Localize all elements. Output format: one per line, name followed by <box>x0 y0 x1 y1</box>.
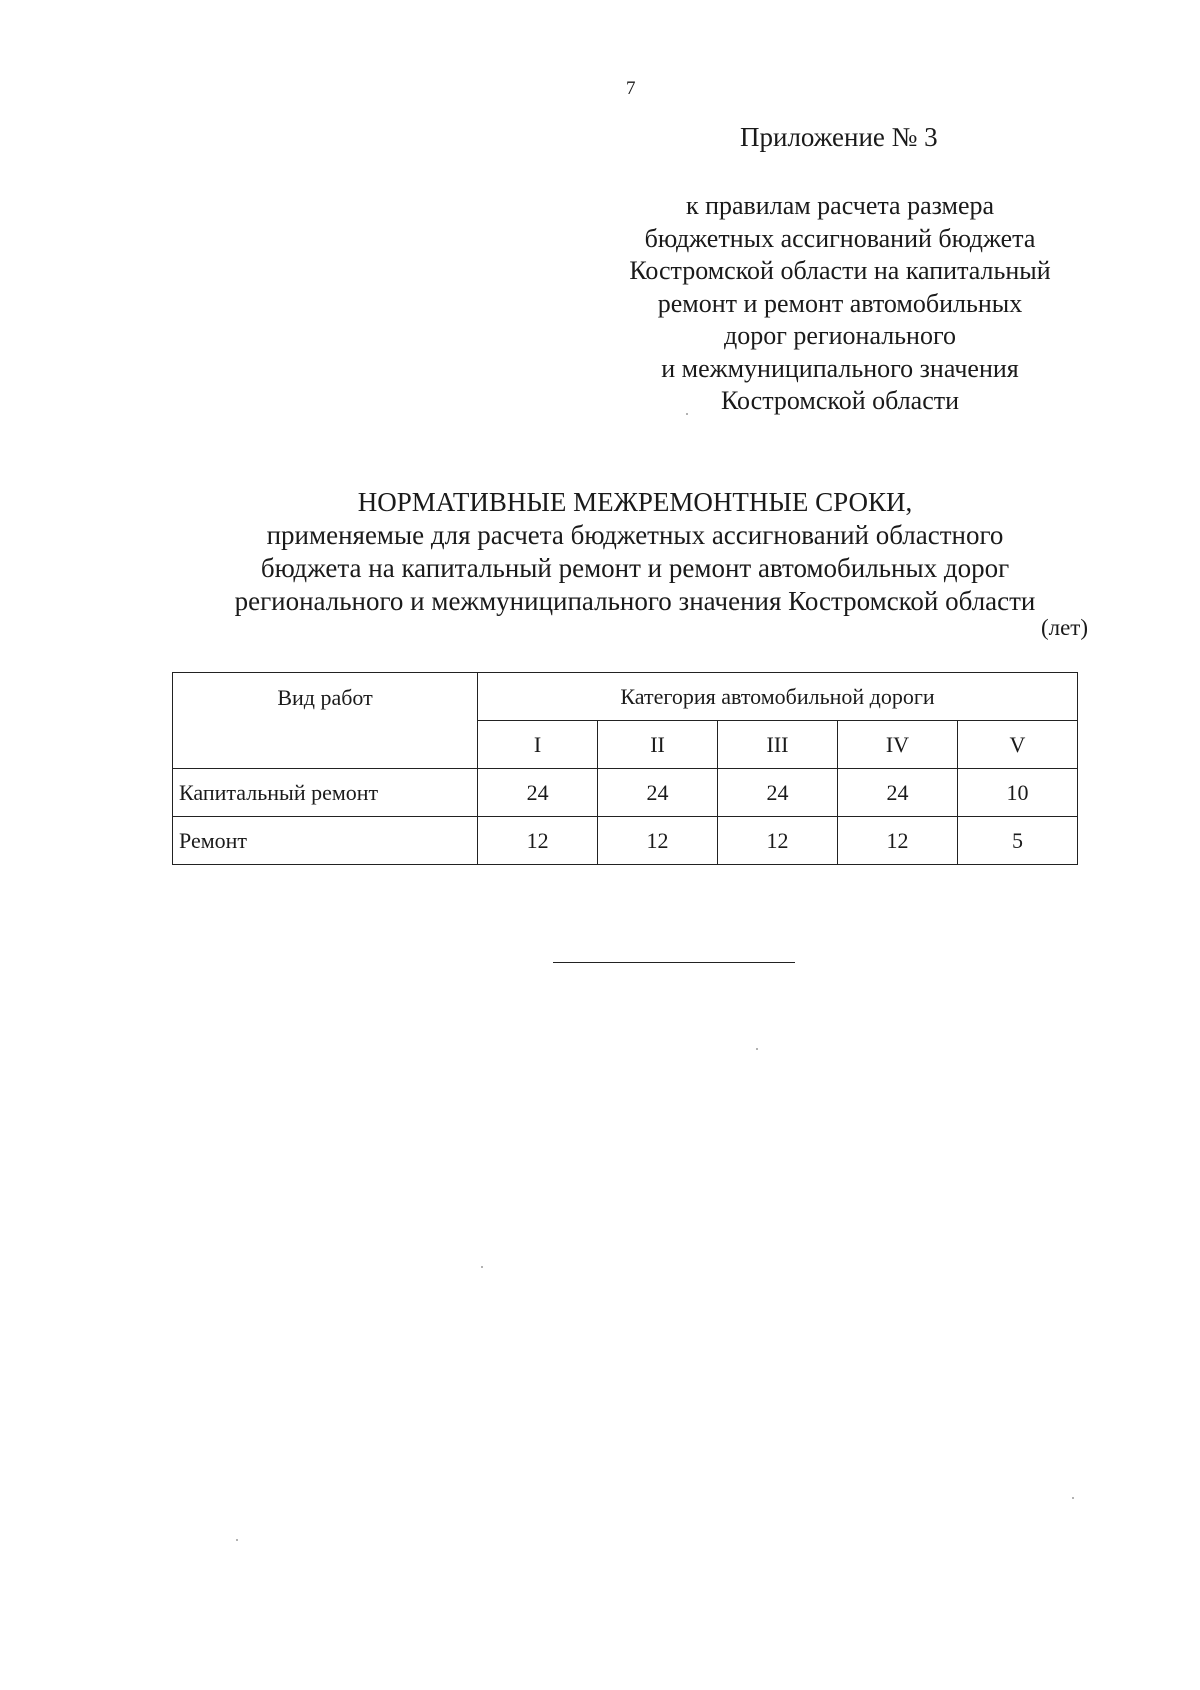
work-type-header: Вид работ <box>173 673 478 769</box>
document-title: НОРМАТИВНЫЕ МЕЖРЕМОНТНЫЕ СРОКИ, <box>357 487 913 517</box>
page-number: 7 <box>626 78 636 99</box>
table-row <box>173 769 1078 817</box>
table-header-row <box>173 673 1078 721</box>
value-cell: 5 <box>957 817 1077 865</box>
value-cell: 12 <box>478 817 598 865</box>
document-heading-line: бюджета на капитальный ремонт и ремонт автомобильных дорог <box>260 553 1010 583</box>
value-cell: 24 <box>478 769 598 817</box>
appendix-subtitle-line: дорог регионального <box>724 321 956 350</box>
appendix-subtitle-line: Костромской области <box>720 386 960 415</box>
value-cell: 24 <box>598 769 718 817</box>
value-cell: 24 <box>837 769 957 817</box>
category-cell: V <box>957 721 1077 769</box>
category-cell: IV <box>837 721 957 769</box>
scan-speck <box>481 1266 483 1268</box>
value-cell: 10 <box>957 769 1077 817</box>
appendix-subtitle-line: ремонт и ремонт автомобильных <box>657 288 1023 318</box>
category-cell: II <box>598 721 718 769</box>
appendix-subtitle-line: к правилам расчета размера <box>685 191 995 220</box>
category-cell: I <box>478 721 598 769</box>
appendix-subtitle-line: Костромской области на капитальный <box>629 256 1051 285</box>
table-row <box>173 817 1078 865</box>
scan-speck <box>236 1539 238 1541</box>
category-header: Категория автомобильной дороги <box>478 673 1078 721</box>
value-cell: 12 <box>718 817 838 865</box>
work-name-cell: Ремонт <box>173 817 478 865</box>
scan-speck <box>686 413 688 415</box>
value-cell: 24 <box>718 769 838 817</box>
document-heading-line: регионального и межмуниципального значения Костромской области <box>234 586 1036 616</box>
document-heading-line: применяемые для расчета бюджетных ассигнований областного <box>266 520 1004 550</box>
value-cell: 12 <box>598 817 718 865</box>
end-of-document-rule <box>553 962 795 963</box>
category-cell: III <box>718 721 838 769</box>
scan-speck <box>756 1048 758 1050</box>
value-cell: 12 <box>837 817 957 865</box>
document-heading <box>130 486 1140 618</box>
norms-table <box>172 672 1078 865</box>
scan-speck <box>1072 1497 1074 1499</box>
work-name-cell: Капитальный ремонт <box>173 769 478 817</box>
appendix-subtitle-line: и межмуниципального значения <box>661 353 1019 383</box>
unit-label: (лет) <box>1040 615 1088 640</box>
appendix-title: Приложение № 3 <box>740 122 938 152</box>
appendix-subtitle-line: бюджетных ассигнований бюджета <box>644 223 1036 253</box>
appendix-subtitle <box>590 190 1090 418</box>
